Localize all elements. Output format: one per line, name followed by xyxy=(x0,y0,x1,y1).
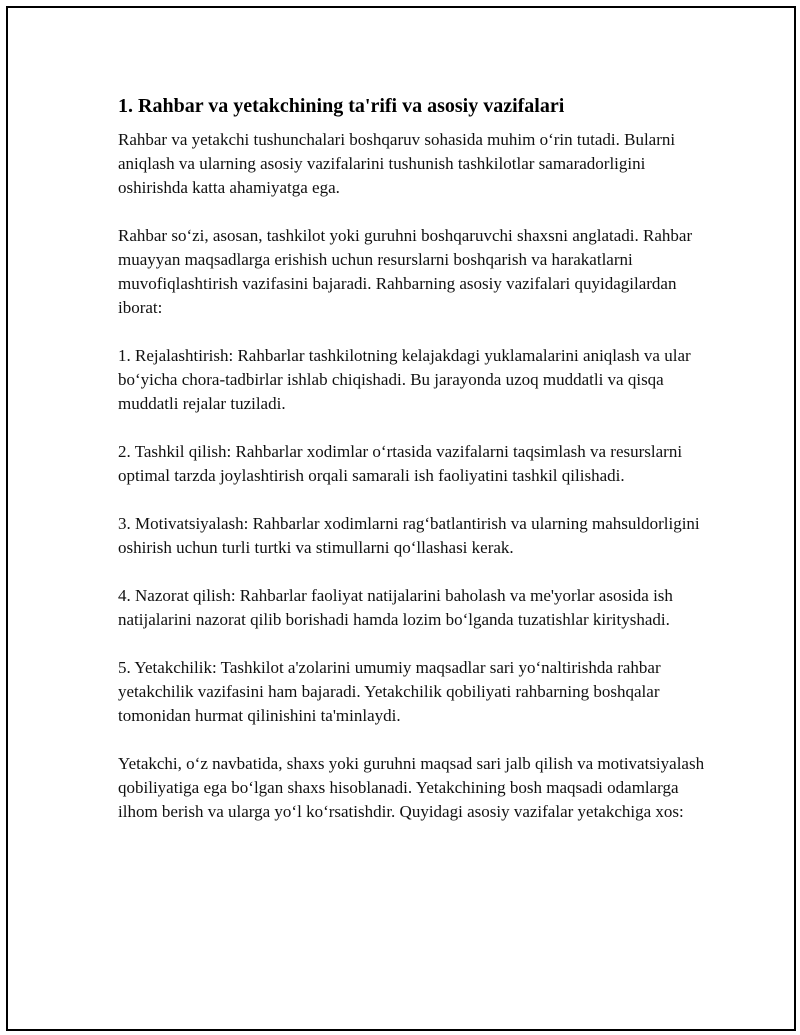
section-heading: 1. Rahbar va yetakchining ta'rifi va asosiy vazifalari xyxy=(118,95,565,117)
duty-planning-paragraph: 1. Rejalashtirish: Rahbarlar tashkilotning kelajakdagi yuklamalarini aniqlash va ular bo‘yicha chora-tadbirlar ishlab chiqishadi. Bu jarayonda uzoq muddatli va qisqa muddatli rejalar tuziladi. xyxy=(118,346,691,413)
yetakchi-definition-paragraph: Yetakchi, o‘z navbatida, shaxs yoki guruhni maqsad sari jalb qilish va motivatsiyalash qobiliyatiga ega bo‘lgan shaxs hisoblanadi. Yetakchining bosh maqsadi odamlarga ilhom berish va ularga yo‘l ko‘rsatishdir. Quyidagi asosiy vazifalar yetakchiga xos: xyxy=(118,754,705,821)
rahbar-definition-paragraph: Rahbar so‘zi, asosan, tashkilot yoki guruhni boshqaruvchi shaxsni anglatadi. Rahbar muayyan maqsadlarga erishish uchun resurslarni boshqarish va harakatlarni muvofiqlashtirish vazifasini bajaradi. Rahbarning asosiy vazifalari quyidagilardan iborat: xyxy=(118,226,693,317)
duty-leadership-paragraph: 5. Yetakchilik: Tashkilot a'zolarini umumiy maqsadlar sari yo‘naltirishda rahbar yetakchilik vazifasini ham bajaradi. Yetakchilik qobiliyati rahbarning boshqalar tomonidan hurmat qilinishini ta'minlaydi. xyxy=(118,658,661,725)
intro-paragraph: Rahbar va yetakchi tushunchalari boshqaruv sohasida muhim o‘rin tutadi. Bularni aniqlash va ularning asosiy vazifalarini tushunish tashkilotlar samaradorligini oshirishda katta ahamiyatga ega. xyxy=(118,130,676,197)
document-body xyxy=(118,92,708,848)
duty-motivation-paragraph: 3. Motivatsiyalash: Rahbarlar xodimlarni rag‘batlantirish va ularning mahsuldorligini oshirish uchun turli turtki va stimullarni qo‘llashasi kerak. xyxy=(118,514,700,557)
duty-control-paragraph: 4. Nazorat qilish: Rahbarlar faoliyat natijalarini baholash va me'yorlar asosida ish natijalarini nazorat qilib borishadi hamda lozim bo‘lganda tuzatishlar kirityshadi. xyxy=(118,586,673,629)
duty-organizing-paragraph: 2. Tashkil qilish: Rahbarlar xodimlar o‘rtasida vazifalarni taqsimlash va resurslarni optimal tarzda joylashtirish orqali samarali ish faoliyatini tashkil qilishadi. xyxy=(118,442,683,485)
